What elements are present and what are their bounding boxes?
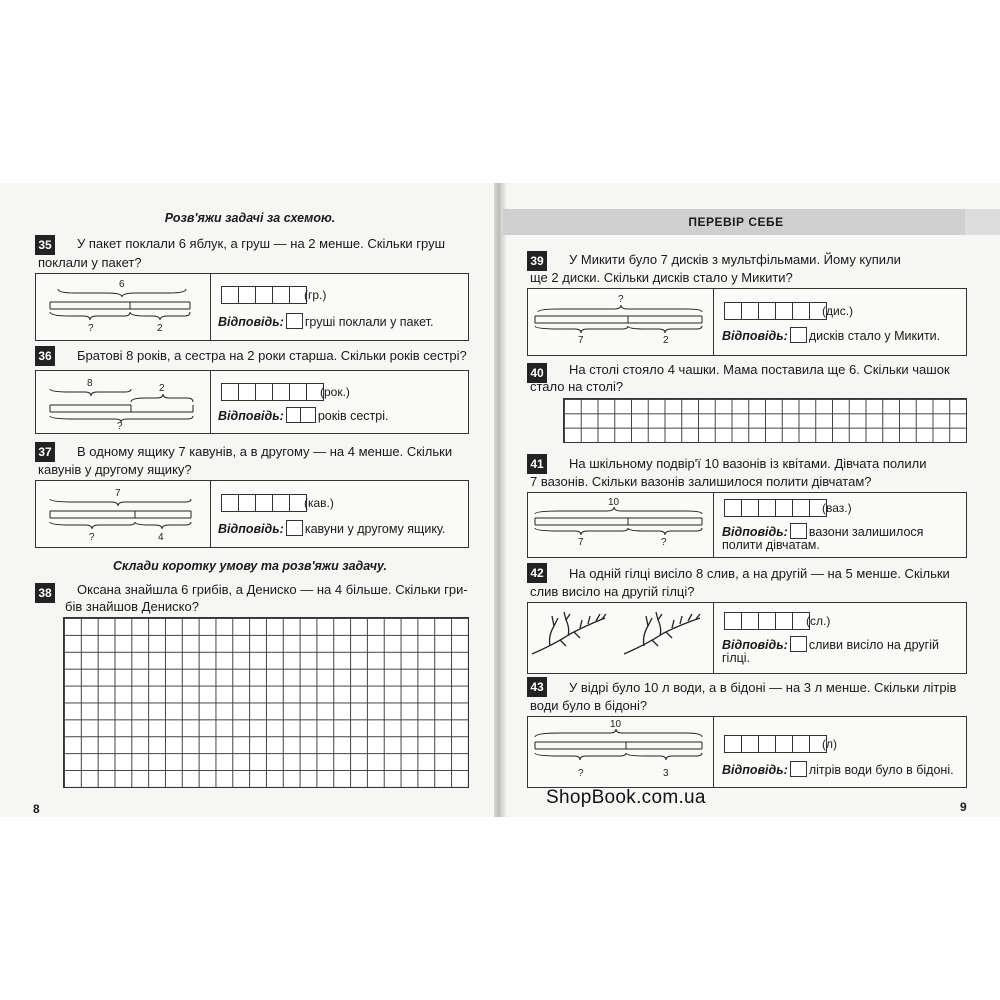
task-40-number: 40 xyxy=(527,363,547,383)
task-35-number: 35 xyxy=(35,235,55,255)
task-42-answer-cells[interactable] xyxy=(724,612,809,630)
banner-check-yourself: ПЕРЕВІР СЕБЕ xyxy=(503,209,969,235)
banner-tab xyxy=(965,209,1000,235)
task-36-answer-label: Відповідь: xyxy=(218,409,284,423)
task-37-top-label: 7 xyxy=(115,488,121,499)
task-35-top-label: 6 xyxy=(119,279,125,290)
task-36-right-label: 2 xyxy=(159,383,165,394)
task-38-grid[interactable] xyxy=(63,617,469,788)
task-38-number: 38 xyxy=(35,583,55,603)
task-42-answer xyxy=(722,636,939,653)
task-36-top-label: 8 xyxy=(87,378,93,389)
task-38-text-2: бів знайшов Дениско? xyxy=(65,599,199,614)
task-39-bottom-left: 7 xyxy=(578,335,584,346)
task-40-grid[interactable] xyxy=(563,398,967,443)
task-43-answer-box[interactable] xyxy=(790,761,807,777)
task-42-answer-line2: гілці. xyxy=(722,651,751,665)
task-41-unit: (ваз.) xyxy=(822,501,852,515)
task-37-answer-cells[interactable] xyxy=(221,494,306,512)
task-41-top-label: 10 xyxy=(608,497,620,508)
task-36-answer-text: років сестрі. xyxy=(317,409,389,423)
branch-illustration xyxy=(530,606,710,668)
task-41-text-2: 7 вазонів. Скільки вазонів залишилося полити дівчатам? xyxy=(530,474,872,489)
watermark: ShopBook.com.ua xyxy=(546,787,706,808)
task-35-text-2: поклали у пакет? xyxy=(38,255,142,270)
task-39-text-2: ще 2 диски. Скільки дисків стало у Микити? xyxy=(530,270,793,285)
task-37-unit: (кав.) xyxy=(304,496,334,510)
task-38-text-1: Оксана знайшла 6 грибів, а Дениско — на 4 більше. Скільки гри- xyxy=(77,582,468,597)
task-35-answer xyxy=(218,313,433,330)
book-gutter xyxy=(494,183,506,817)
task-42-answer-label: Відповідь: xyxy=(722,638,788,652)
task-40-text-1: На столі стояло 4 чашки. Мама поставила ще 6. Скільки чашок xyxy=(569,362,950,377)
task-41-text-1: На шкільному подвір'ї 10 вазонів із квітами. Дівчата полили xyxy=(569,456,927,471)
task-43-unit: (л) xyxy=(822,737,837,751)
task-37-text-1: В одному ящику 7 кавунів, а в другому — на 4 менше. Скільки xyxy=(77,444,453,459)
task-39-top-label: ? xyxy=(618,294,624,305)
task-37-text-2: кавунів у другому ящику? xyxy=(38,462,192,477)
task-43-number: 43 xyxy=(527,677,547,697)
heading-scheme: Розв'яжи задачі за схемою. xyxy=(164,211,336,225)
task-35-answer-cells[interactable] xyxy=(221,286,306,304)
task-35-answer-text: груші поклали у пакет. xyxy=(304,315,434,329)
task-39-answer xyxy=(722,327,940,344)
right-page-number: 9 xyxy=(960,800,967,814)
task-36-answer-box[interactable] xyxy=(286,407,316,423)
task-39-text-1: У Микити було 7 дисків з мультфільмами. Йому купили xyxy=(569,252,901,267)
task-43-answer-cells[interactable] xyxy=(724,735,826,753)
task-36-number: 36 xyxy=(35,346,55,366)
task-35-bottom-right: 2 xyxy=(157,323,163,334)
task-43-answer-label: Відповідь: xyxy=(722,763,788,777)
task-42-text-2: слив висіло на другій гілці? xyxy=(530,584,695,599)
task-43-scheme xyxy=(530,718,710,784)
branch-2-icon xyxy=(624,612,700,654)
task-41-bottom-left: 7 xyxy=(578,537,584,548)
branch-1-icon xyxy=(532,612,606,654)
task-36-text-1: Братові 8 років, а сестра на 2 роки старша. Скільки років сестрі? xyxy=(77,348,467,363)
task-43-top-label: 10 xyxy=(610,719,622,730)
task-43-bottom-right: 3 xyxy=(663,768,669,779)
task-37-answer-text: кавуни у другому ящику. xyxy=(304,522,446,536)
task-41-answer-label: Відповідь: xyxy=(722,525,788,539)
task-39-answer-box[interactable] xyxy=(790,327,807,343)
task-35-unit: (гр.) xyxy=(304,288,327,302)
task-35-bottom-left: ? xyxy=(88,323,94,334)
task-41-answer-box[interactable] xyxy=(790,523,807,539)
task-35-scheme xyxy=(45,276,200,336)
task-43-bottom-left: ? xyxy=(578,768,584,779)
task-37-bottom-left: ? xyxy=(89,532,95,543)
task-40-text-2: стало на столі? xyxy=(530,379,624,394)
task-37-answer-box[interactable] xyxy=(286,520,303,536)
task-35-text-1: У пакет поклали 6 яблук, а груш — на 2 менше. Скільки груш xyxy=(77,236,446,251)
task-42-answer-box[interactable] xyxy=(790,636,807,652)
task-42-number: 42 xyxy=(527,563,547,583)
task-41-number: 41 xyxy=(527,454,547,474)
task-41-answer-cells[interactable] xyxy=(724,499,826,517)
task-42-text-1: На одній гілці висіло 8 слив, а на другій — на 5 менше. Скільки xyxy=(569,566,950,581)
task-35-answer-label: Відповідь: xyxy=(218,315,284,329)
task-37-bottom-right: 4 xyxy=(158,532,164,543)
task-37-number: 37 xyxy=(35,442,55,462)
task-43-text-1: У відрі було 10 л води, а в бідоні — на 3 л менше. Скільки літрів xyxy=(569,680,957,695)
task-39-number: 39 xyxy=(527,251,547,271)
task-36-scheme xyxy=(45,372,200,430)
task-36-unit: (рок.) xyxy=(320,385,350,399)
task-41-scheme xyxy=(530,494,710,554)
task-36-bottom-left: ? xyxy=(117,421,123,430)
task-41-answer-text: вазони залишилося xyxy=(808,525,924,539)
task-35-answer-box[interactable] xyxy=(286,313,303,329)
left-page-number: 8 xyxy=(33,802,40,816)
task-36-answer xyxy=(218,407,389,424)
task-37-answer-label: Відповідь: xyxy=(218,522,284,536)
task-42-unit: (сл.) xyxy=(806,614,831,628)
task-39-answer-cells[interactable] xyxy=(724,302,826,320)
task-37-scheme xyxy=(45,483,200,543)
task-43-answer-text: літрів води було в бідоні. xyxy=(808,763,954,777)
task-37-answer xyxy=(218,520,445,537)
task-36-answer-cells[interactable] xyxy=(221,383,323,401)
task-39-answer-label: Відповідь: xyxy=(722,329,788,343)
task-39-bottom-right: 2 xyxy=(663,335,669,346)
task-39-scheme xyxy=(530,290,710,352)
task-43-text-2: води було в бідоні? xyxy=(530,698,648,713)
task-43-answer xyxy=(722,761,954,778)
task-39-answer-text: дисків стало у Микити. xyxy=(808,329,941,343)
task-41-answer-line2: полити дівчатам. xyxy=(722,538,820,552)
task-42-answer-text: сливи висіло на другій xyxy=(808,638,939,652)
task-41-bottom-right: ? xyxy=(661,537,667,548)
task-39-unit: (дис.) xyxy=(822,304,854,318)
heading-short-condition: Склади коротку умову та розв'яжи задачу. xyxy=(113,559,387,573)
